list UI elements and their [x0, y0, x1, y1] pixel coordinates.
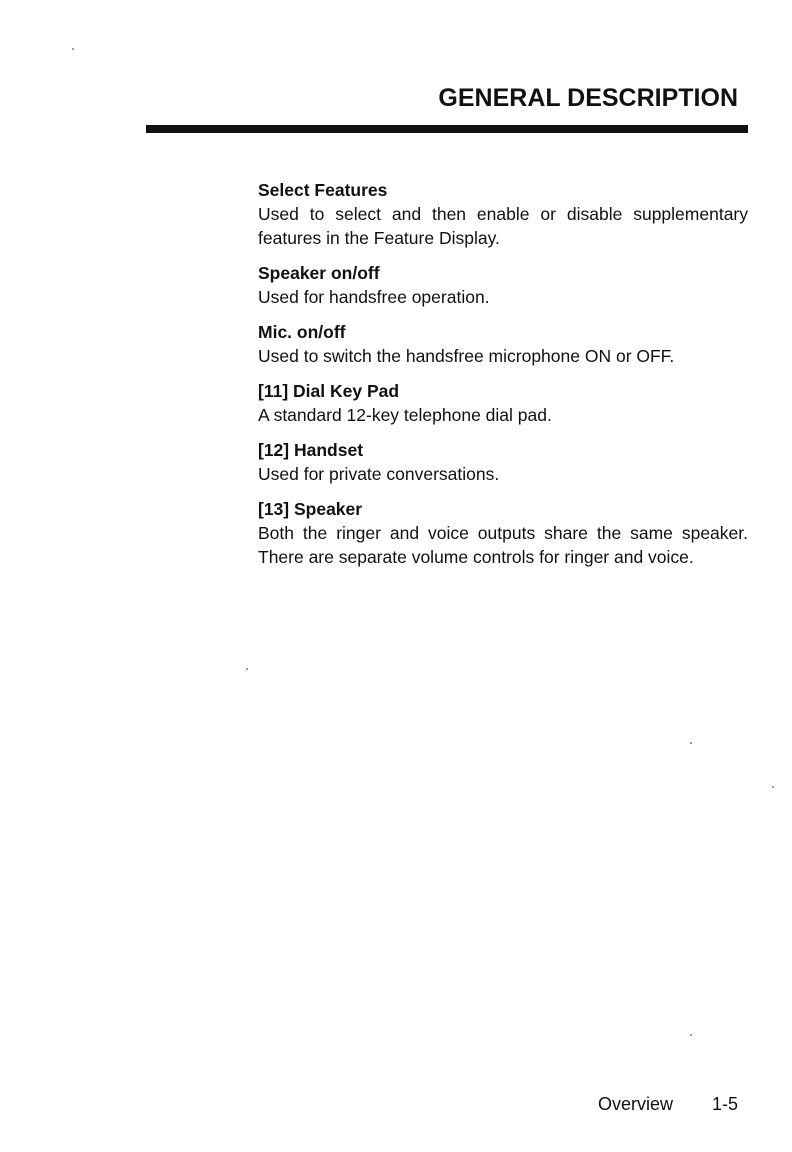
entry-body: Used to switch the handsfree microphone ON or OFF.: [258, 346, 675, 366]
entry-handset: [258, 438, 748, 486]
entry-select-features: [258, 178, 748, 250]
entry-heading: Mic. on/off: [258, 322, 346, 342]
entry-heading: Speaker on/off: [258, 263, 380, 283]
entry-body: A standard 12-key telephone dial pad.: [258, 405, 552, 425]
entry-body: Used for private conversations.: [258, 464, 500, 484]
scan-speck: [246, 668, 248, 670]
feature-descriptions: [258, 178, 748, 580]
scan-speck: [690, 1034, 692, 1036]
page-number: 1-5: [711, 1094, 738, 1114]
entry-body: Used for handsfree operation.: [258, 287, 490, 307]
entry-body: Both the ringer and voice outputs share the same speaker. There are separate volume controls for ringer and voice.: [258, 523, 748, 567]
scan-speck: [772, 786, 774, 788]
entry-speaker-on-off: [258, 261, 748, 309]
entry-heading: Select Features: [258, 180, 388, 200]
footer-section-name: Overview: [597, 1094, 673, 1114]
scan-speck: [72, 48, 74, 50]
page-title: GENERAL DESCRIPTION: [438, 84, 738, 112]
entry-heading: [11] Dial Key Pad: [258, 381, 400, 401]
entry-heading: [13] Speaker: [258, 499, 363, 519]
entry-body: Used to select and then enable or disable supplementary features in the Feature Display.: [258, 204, 748, 248]
entry-mic-on-off: [258, 320, 748, 368]
entry-dial-key-pad: [258, 379, 748, 427]
scan-speck: [690, 742, 692, 744]
title-rule: [146, 125, 748, 133]
entry-speaker: [258, 497, 748, 569]
entry-heading: [12] Handset: [258, 440, 364, 460]
page-footer: [598, 1094, 738, 1115]
